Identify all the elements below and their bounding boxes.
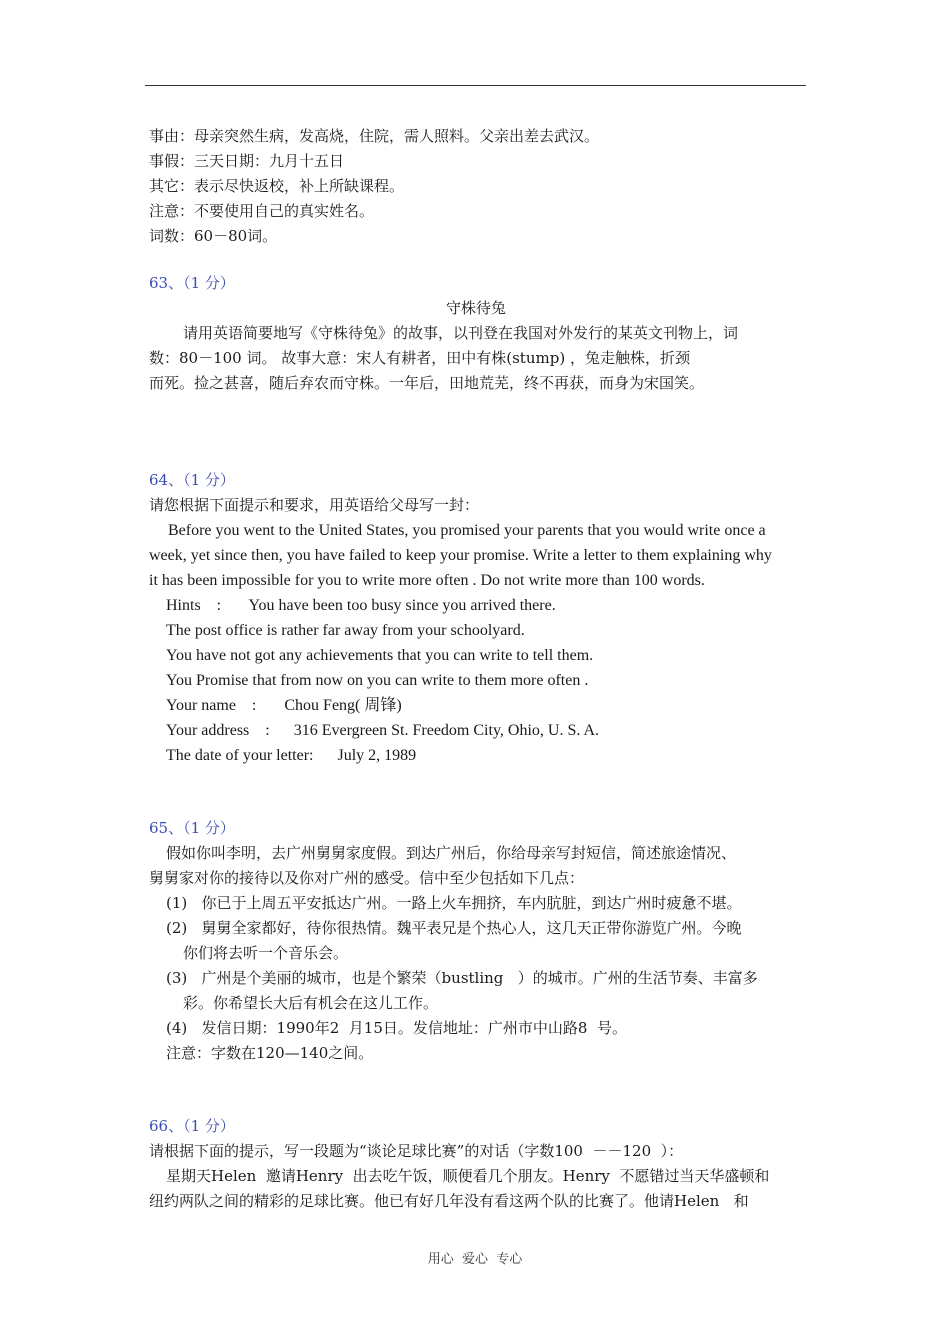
top-notes <box>149 124 803 249</box>
page-footer: 用心 爱心 专心 <box>427 1252 523 1267</box>
note-line: 注意：字数在120—140之间。 <box>166 1044 374 1062</box>
hint-line: You Promise that from now on you can write to them more often . <box>166 672 589 689</box>
question-66 <box>149 1114 803 1214</box>
question-heading: 65、（1 分） <box>149 819 235 837</box>
body-line: 纽约两队之间的精彩的足球比赛。他已有好几年没有看这两个队的比赛了。他请Helen 和 <box>149 1192 749 1210</box>
question-heading: 64、（1 分） <box>149 471 235 489</box>
hint-line: Your name : Chou Feng( 周锋) <box>166 697 402 714</box>
note-line: 注意：不要使用自己的真实姓名。 <box>149 202 375 220</box>
question-63 <box>149 271 803 396</box>
hint-line: The post office is rather far away from your schoolyard. <box>166 622 525 639</box>
question-heading: 63、（1 分） <box>149 274 235 292</box>
header-rule <box>145 85 806 86</box>
instruction-line: 请您根据下面提示和要求，用英语给父母写一封： <box>149 496 480 514</box>
document-body <box>149 124 803 1214</box>
intro-line: 假如你叫李明，去广州舅舅家度假。到达广州后，你给母亲写封短信，简述旅途情况、 <box>166 844 737 862</box>
hint-line: Your address : 316 Evergreen St. Freedom City, Ohio, U. S. A. <box>166 722 600 739</box>
list-item-continuation: 彩。你希望长大后有机会在这儿工作。 <box>183 994 439 1012</box>
body-line: 请用英语简要地写《守株待兔》的故事，以刊登在我国对外发行的某英文刊物上，词 <box>183 324 739 342</box>
list-item: (3) 广州是个美丽的城市，也是个繁荣（bustling ）的城市。广州的生活节奏、丰富多 <box>166 969 758 987</box>
question-65 <box>149 816 803 1066</box>
note-line: 其它：表示尽快返校，补上所缺课程。 <box>149 177 405 195</box>
hint-line: You have not got any achievements that you can write to tell them. <box>166 647 594 664</box>
question-heading: 66、（1 分） <box>149 1117 235 1135</box>
hint-line: Hints : You have been too busy since you arrived there. <box>166 597 556 614</box>
body-line: 星期天Helen 邀请Henry 出去吃午饭，顺便看几个朋友。Henry 不愿错过当天华盛顿和 <box>166 1167 770 1185</box>
note-line: 词数：60－80词。 <box>149 227 278 245</box>
note-line: 事假：三天日期：九月十五日 <box>149 152 345 170</box>
hint-line: The date of your letter: July 2, 1989 <box>166 747 417 764</box>
list-item: (4) 发信日期：1990年2 月15日。发信地址：广州市中山路8 号。 <box>166 1019 627 1037</box>
list-item: (1) 你已于上周五平安抵达广州。一路上火车拥挤，车内肮脏，到达广州时疲惫不堪。 <box>166 894 742 912</box>
paragraph-line: Before you went to the United States, you promised your parents that you would write once a <box>168 522 766 539</box>
body-line: 而死。捡之甚喜，随后弃农而守株。一年后，田地荒芜，终不再获，而身为宋国笑。 <box>149 374 705 392</box>
story-title: 守株待兔 <box>445 299 506 317</box>
body-line: 数：80－100 词。 故事大意：宋人有耕者，田中有株(stump) ，兔走触株，折颈 <box>149 349 690 367</box>
list-item-continuation: 你们将去听一个音乐会。 <box>183 944 349 962</box>
paragraph-line: it has been impossible for you to write more often . Do not write more than 100 words. <box>149 572 705 589</box>
paragraph-line: week, yet since then, you have failed to keep your promise. Write a letter to them explaining why <box>149 547 772 564</box>
question-64 <box>149 468 803 768</box>
list-item: (2) 舅舅全家都好，待你很热情。魏平表兄是个热心人，这几天正带你游览广州。今晚 <box>166 919 742 937</box>
instruction-line: 请根据下面的提示，写一段题为“谈论足球比赛”的对话（字数100 －－120 ）： <box>149 1142 684 1160</box>
note-line: 事由：母亲突然生病，发高烧，住院，需人照料。父亲出差去武汉。 <box>149 127 600 145</box>
intro-line: 舅舅家对你的接待以及你对广州的感受。信中至少包括如下几点： <box>149 869 585 887</box>
